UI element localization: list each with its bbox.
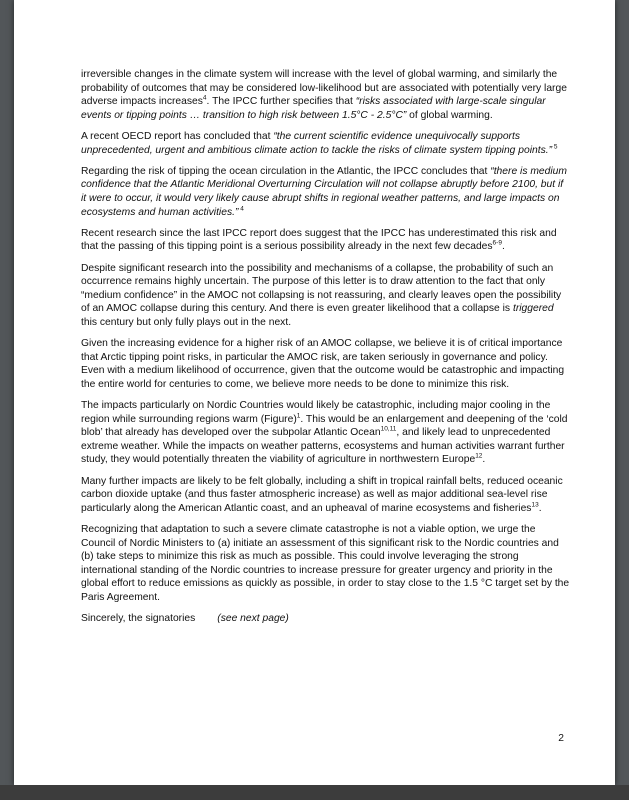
citation-ref: 12 — [475, 452, 483, 460]
citation-ref: 10,11 — [380, 425, 397, 433]
paragraph-7 — [81, 399, 571, 467]
citation-ref: 4 — [238, 205, 244, 213]
text-run: Regarding the risk of tipping the ocean circulation in the Atlantic, the IPCC concludes that — [81, 165, 491, 177]
text-run: . The IPCC further specifies that — [206, 96, 356, 108]
citation-ref: 6-9 — [492, 239, 502, 247]
paragraph-4 — [81, 227, 571, 254]
closing-note: (see next page) — [217, 613, 289, 625]
paragraph-1 — [81, 68, 571, 122]
text-run: Recent research since the last IPCC report does suggest that the IPCC has underestimated this risk and that the passing of this tipping point is a serious possibility already in the next few decades — [81, 227, 557, 253]
quote: “risks associated with large-scale singular events or tipping points … transition to high risk between 1.5°C - 2.5°C” — [81, 96, 546, 121]
viewer-bottom-edge — [0, 785, 629, 800]
citation-ref: 1 — [296, 412, 301, 420]
text-run: Given the increasing evidence for a higher risk of an AMOC collapse, we believe it is of critical importance that Arctic tipping point risks, in particular the AMOC risk, are taken seriously in governance and policy. Even with a medium likelihood of occurrence, given that the outcome would be catastrophic and impacting the entire world for centuries to come, we believe more needs to be done to minimize this risk. — [81, 338, 565, 390]
paragraph-5 — [81, 262, 571, 330]
page-number: 2 — [558, 733, 564, 744]
text-run: irreversible changes in the climate system will increase with the level of global warming, and similarly the probability of outcomes that may be considered low-likelihood but are associated with potentially very large adverse impacts increases — [81, 69, 567, 108]
text-run: this century but only fully plays out in the next. — [81, 316, 292, 328]
text-run: Despite significant research into the possibility and mechanisms of a collapse, the probability of such an occurrence remains highly uncertain. The purpose of this letter is to draw attention to the fact that only “medium confidence” in the AMOC not collapsing is not reassuring, and clearly leaves open the possibility of an AMOC collapse during this century. And there is even greater likelihood that a collapse is — [81, 262, 562, 315]
quote: “the current scientific evidence unequivocally supports unprecedented, urgent and ambitious climate action to tackle the risks of climate system tipping points.” — [81, 130, 553, 156]
text-run: , and likely lead to unprecedented extreme weather. While the impacts on weather patterns, ecosystems and human activities warrant further study, they would potentially threaten the viability of agriculture in northwestern Europe — [81, 427, 565, 466]
citation-ref: 5 — [552, 143, 558, 151]
closing-line — [81, 612, 571, 626]
text-run: . — [482, 454, 486, 466]
text-run: . — [501, 241, 505, 253]
emphasis: triggered — [512, 303, 554, 315]
paragraph-8 — [81, 475, 571, 516]
paragraph-2 — [81, 130, 571, 157]
text-run: . — [538, 502, 542, 514]
quote: “there is medium confidence that the Atlantic Meridional Overturning Circulation will not collapse abruptly before 2100, but if it were to occur, it would very likely cause abrupt shifts in regional weather patterns, and large impacts on ecosystems and human activities.” — [81, 165, 567, 218]
text-run: The impacts particularly on Nordic Countries would likely be catastrophic, including major cooling in the region while surrounding regions warm (Figure) — [81, 400, 551, 425]
paragraph-3 — [81, 165, 571, 219]
paragraph-9 — [81, 523, 571, 605]
citation-ref: 13 — [531, 501, 539, 509]
letter-body — [81, 68, 571, 633]
document-page — [14, 0, 615, 785]
paragraph-6 — [81, 337, 571, 391]
text-run: of global warming. — [406, 109, 493, 121]
sign-off: Sincerely, the signatories — [81, 613, 196, 625]
text-run: Many further impacts are likely to be felt globally, including a shift in tropical rainfall belts, reduced oceanic carbon dioxide uptake (and thus faster atmospheric increase) as well as major additional sea-level rise particularly along the American Atlantic coast, and an upheaval of marine ecosystems and fisheries — [81, 475, 563, 514]
text-run: . This would be an enlargement and deepening of the ‘cold blob’ that already has developed over the subpolar Atlantic Ocean — [81, 413, 568, 439]
text-run: Recognizing that adaptation to such a severe climate catastrophe is not a viable option, we urge the Council of Nordic Ministers to (a) initiate an assessment of this significant risk to the Nordic countries and (b) take steps to minimize this risk as much as possible. This could involve leveraging the strong international standing of the Nordic countries to increase pressure for greater urgency and priority in the global effort to reduce emissions as quickly as possible, in order to stay close to the 1.5 °C target set by the Paris Agreement. — [81, 523, 570, 603]
citation-ref: 4 — [202, 94, 207, 102]
text-run: A recent OECD report has concluded that — [81, 130, 274, 142]
